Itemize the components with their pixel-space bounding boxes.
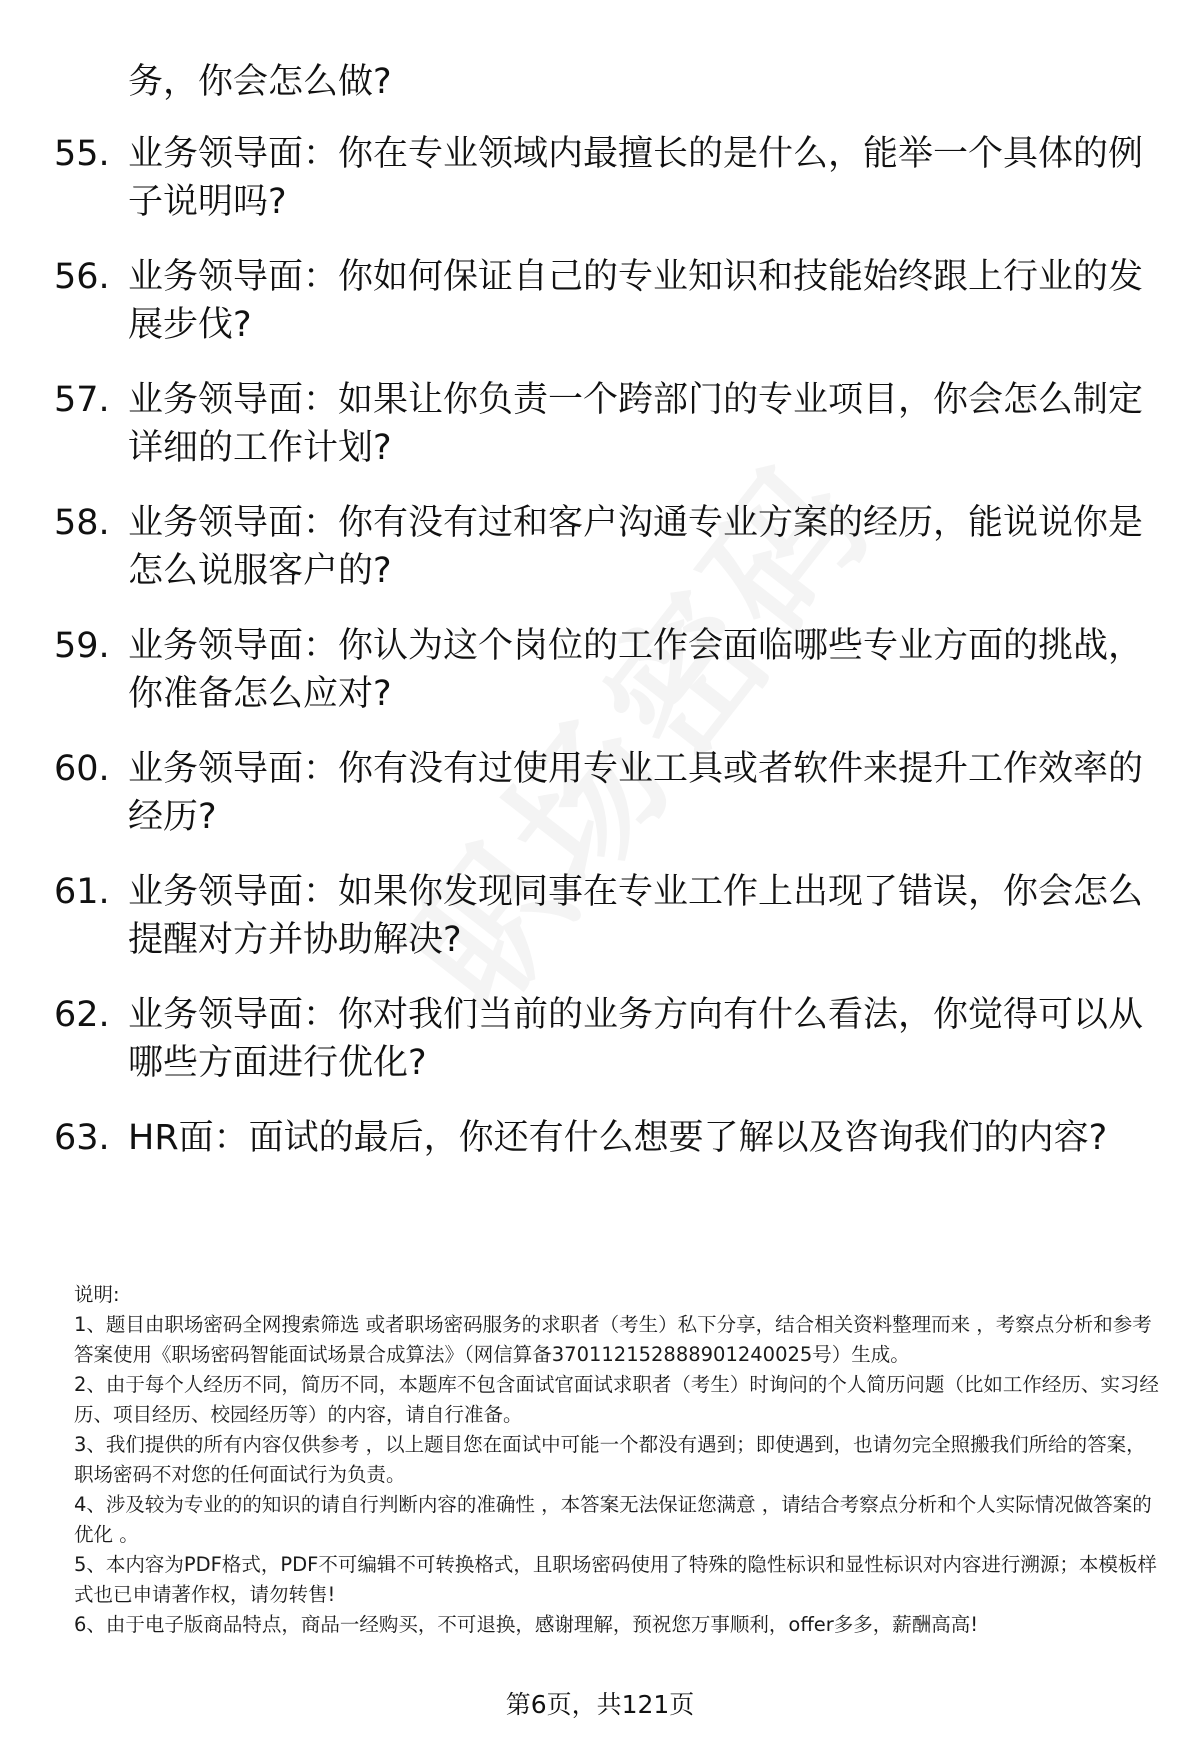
question-text: HR面：面试的最后，你还有什么想要了解以及咨询我们的内容? [128, 1118, 1108, 1158]
page-number: 第6页，共121页 [505, 1690, 695, 1719]
question-number: 62. [54, 995, 110, 1035]
question-55 [54, 130, 1144, 226]
note-item-2: 2、由于每个人经历不同，简历不同，本题库不包含面试官面试求职者（考生）时询问的个人简历问题（比如工作经历、实习经历、项目经历、校园经历等）的内容，请自行准备。 [74, 1373, 1159, 1426]
question-63 [54, 1114, 1144, 1162]
note-item-4: 4、涉及较为专业的的知识的请自行判断内容的准确性 ，本答案无法保证您满意 ，请结合考察点分析和个人实际情况做答案的优化 。 [74, 1493, 1152, 1546]
question-text: 业务领导面：你认为这个岗位的工作会面临哪些专业方面的挑战，你准备怎么应对? [128, 626, 1144, 714]
question-text: 业务领导面：如果让你负责一个跨部门的专业项目，你会怎么制定详细的工作计划? [128, 380, 1144, 468]
question-text: 业务领导面：你有没有过使用专业工具或者软件来提升工作效率的经历? [128, 749, 1144, 837]
question-number: 56. [54, 257, 110, 297]
question-text: 业务领导面：你对我们当前的业务方向有什么看法，你觉得可以从哪些方面进行优化? [128, 995, 1144, 1083]
question-56 [54, 253, 1144, 349]
question-57 [54, 376, 1144, 472]
question-58 [54, 499, 1144, 595]
note-item-3: 3、我们提供的所有内容仅供参考 ，以上题目您在面试中可能一个都没有遇到；即使遇到，也请勿完全照搬我们所给的答案，职场密码不对您的任何面试行为负责。 [74, 1433, 1146, 1486]
question-number: 58. [54, 503, 110, 543]
note-item-5: 5、本内容为PDF格式，PDF不可编辑不可转换格式，且职场密码使用了特殊的隐性标识和显性标识对内容进行溯源；本模板样式也已申请著作权，请勿转售! [74, 1553, 1157, 1606]
question-number: 59. [54, 626, 110, 666]
note-item-1: 1、题目由职场密码全网搜索筛选 或者职场密码服务的求职者（考生）私下分享，结合相关资料整理而来 ，考察点分析和参考答案使用《职场密码智能面试场景合成算法》（网信算备370112152888901240025号）生成。 [74, 1313, 1152, 1366]
notes-heading: 说明: [74, 1283, 120, 1306]
question-text: 业务领导面：如果你发现同事在专业工作上出现了错误，你会怎么提醒对方并协助解决? [128, 872, 1144, 960]
question-text: 业务领导面：你在专业领域内最擅长的是什么，能举一个具体的例子说明吗? [128, 134, 1144, 222]
question-number: 57. [54, 380, 110, 420]
question-number: 63. [54, 1118, 110, 1158]
question-number: 60. [54, 749, 110, 789]
question-number: 61. [54, 872, 110, 912]
question-number: 55. [54, 134, 110, 174]
question-continuation: 务，你会怎么做? [128, 62, 392, 102]
question-59 [54, 622, 1144, 718]
question-text: 业务领导面：你如何保证自己的专业知识和技能始终跟上行业的发展步伐? [128, 257, 1144, 345]
question-text: 业务领导面：你有没有过和客户沟通专业方案的经历，能说说你是怎么说服客户的? [128, 503, 1144, 591]
question-61 [54, 868, 1144, 964]
question-60 [54, 745, 1144, 841]
notes-section [74, 1280, 1164, 1640]
note-item-6: 6、由于电子版商品特点，商品一经购买，不可退换，感谢理解，预祝您万事顺利，offer多多，薪酬高高! [74, 1613, 979, 1636]
question-62 [54, 991, 1144, 1087]
